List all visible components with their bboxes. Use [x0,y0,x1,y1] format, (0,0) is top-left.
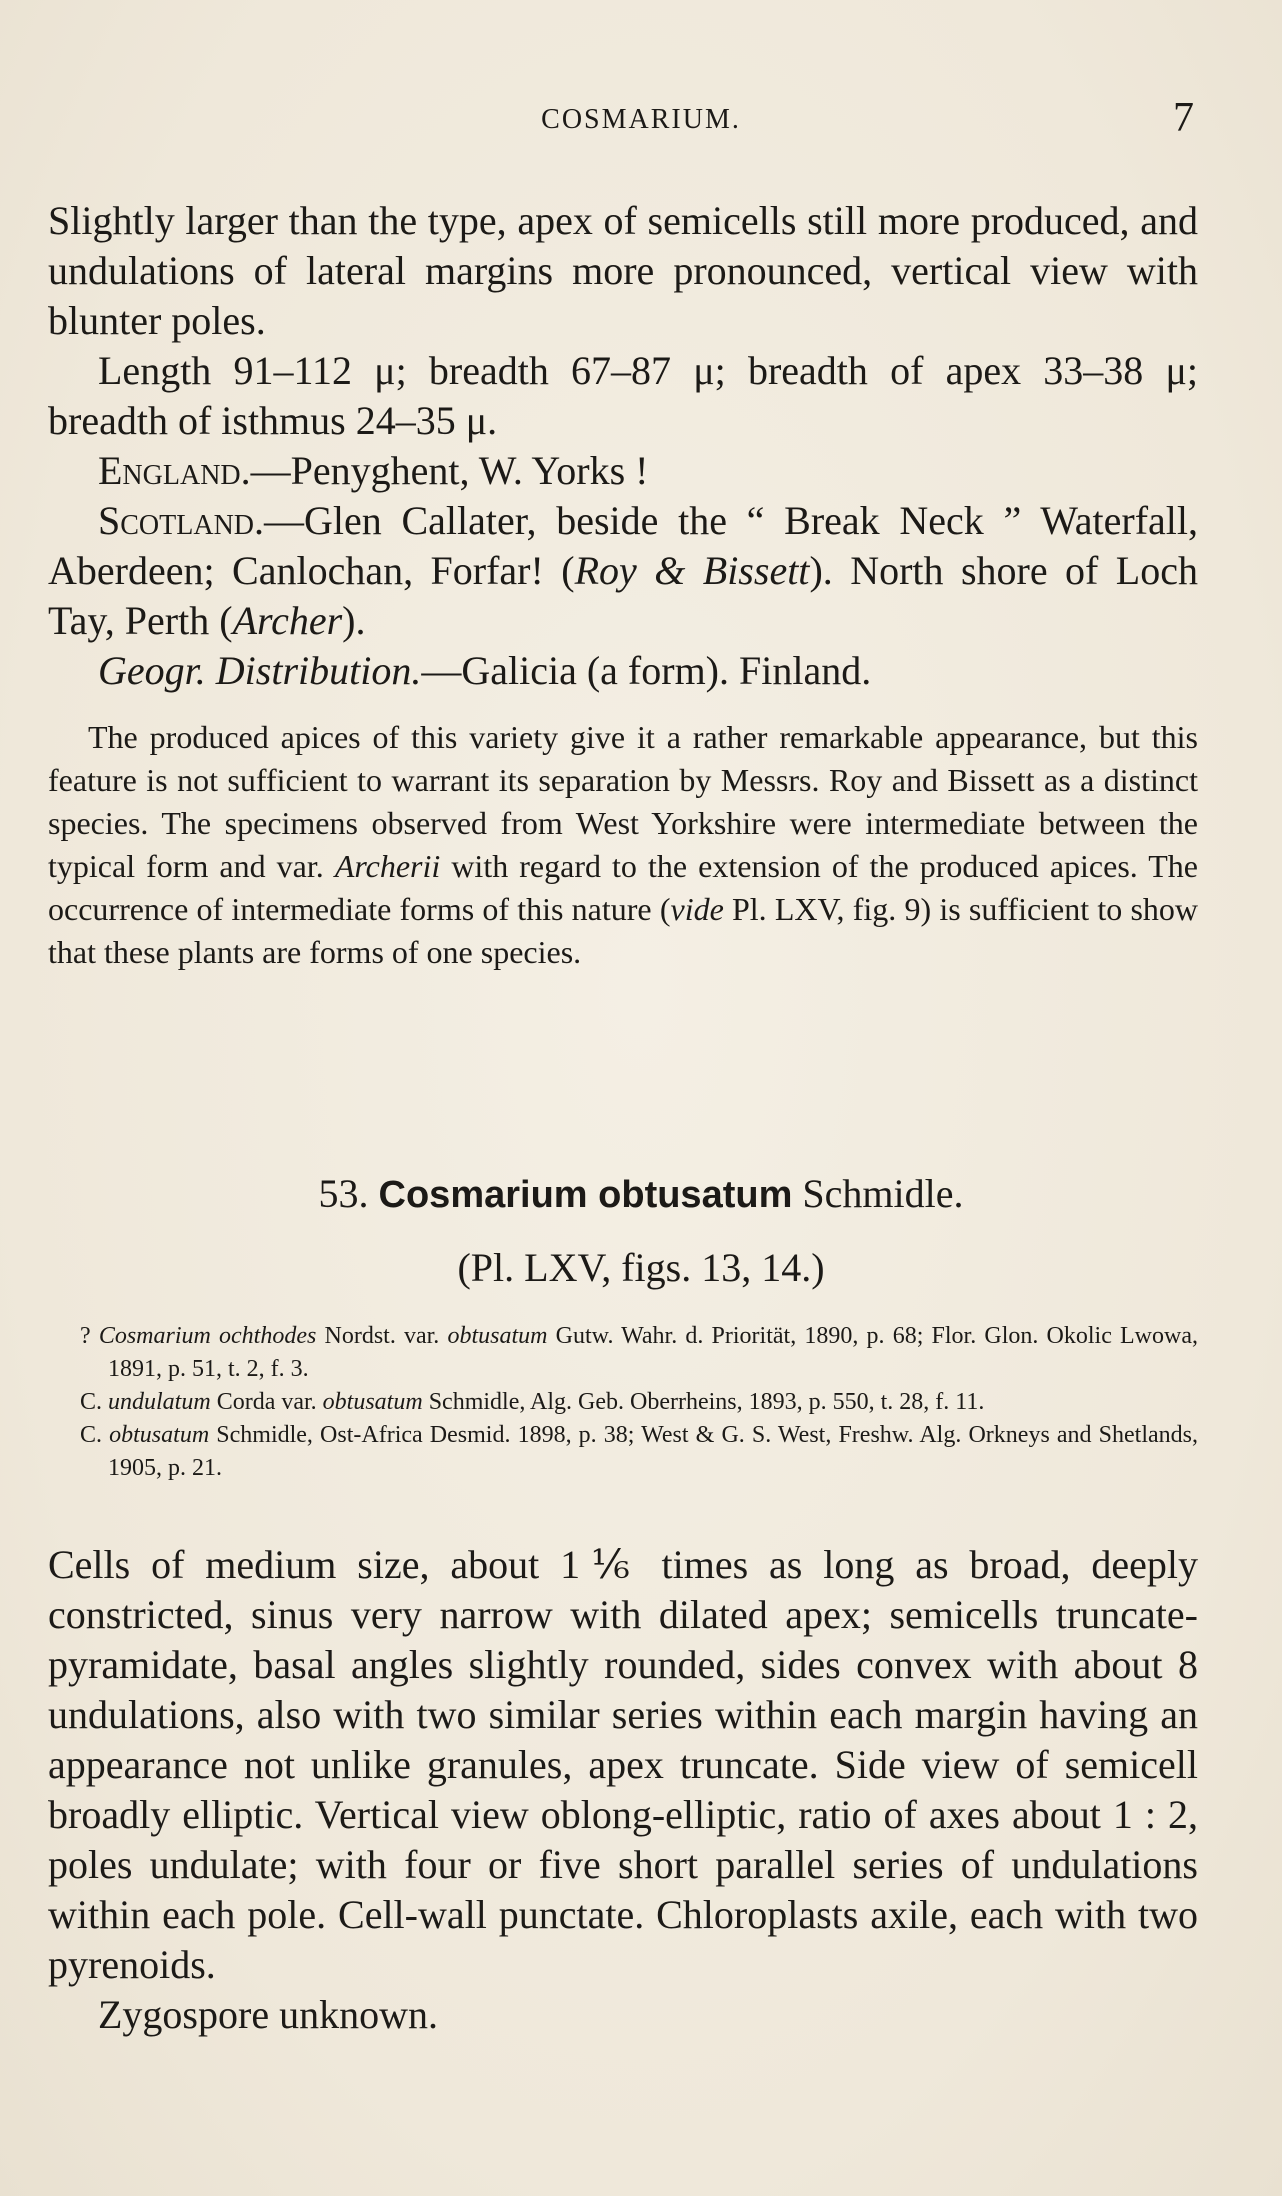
scotland-text-2: ). North shore of Loch Tay, Perth ( [48,548,1198,643]
scotland-locality [48,496,1198,646]
synonymy [48,1320,1198,1485]
note-part-1: The produced apices of this variety give it a rather remarkable appearance, but this feature is not sufficient to warrant its separation by Messrs. Roy and Bissett as a distinct species. The specimens observed from West Yorkshire were intermediate between the typical form and var. [48,719,1198,884]
synonym-reference: Schmidle, Ost-Africa Desmid. 1898, p. 38; West & G. S. West, Freshw. Alg. Orkneys and Shetlands, 1905, p. 21. [108,1422,1198,1481]
synonym-prefix: C. [80,1389,109,1415]
synonym-entry [80,1419,1198,1485]
running-head [0,95,1282,141]
species-author: Schmidle. [802,1171,964,1216]
species-heading [0,1170,1282,1217]
england-locality [48,446,1198,496]
synonym-entry [80,1386,1198,1419]
species-number: 53. [318,1171,369,1216]
plate-reference: (Pl. LXV, figs. 13, 14.) [457,1245,825,1290]
synonym-text: Corda var. [210,1389,323,1415]
geogr-label: Geogr. Distribution. [98,648,422,693]
scotland-citation-archer: Archer [232,598,343,643]
species-description [48,1540,1198,2040]
note-paragraph [48,716,1198,974]
page-number: 7 [1173,95,1194,141]
variety-text: Slightly larger than the type, apex of semicells still more produced, and undulations of lateral margins more pronounced, vertical view with blunter poles. [48,198,1198,343]
measurements: Length 91–112 μ; breadth 67–87 μ; breadth of apex 33–38 μ; breadth of isthmus 24–35 μ. [48,348,1198,443]
synonym-name: undulatum [108,1389,211,1415]
note-part-3: Pl. LXV, fig. 9) is sufficient to show that these plants are forms of one species. [48,891,1198,970]
synonym-entry [80,1320,1198,1386]
running-head-title: COSMARIUM. [541,104,741,135]
england-label: England. [98,448,251,493]
zygospore-note: Zygospore unknown. [98,1992,438,2037]
note-part-2: with regard to the extension of the produced apices. The occurrence of intermediate forms of this nature ( [48,848,1199,927]
scotland-label: Scotland. [98,498,265,543]
scotland-text-1: —Glen Callater, beside the “ Break Neck ” Waterfall, Aberdeen; Canlochan, Forfar! ( [48,498,1198,593]
note-italic-archerii: Archerii [334,848,441,884]
note-text [48,716,1198,974]
synonym-name: Cosmarium ochthodes [98,1323,317,1349]
england-text: —Penyghent, W. Yorks ! [250,448,649,493]
synonym-reference: Schmidle, Alg. Geb. Oberrheins, 1893, p. 550, t. 28, f. 11. [422,1389,985,1415]
geogr-text: —Galicia (a form). Finland. [421,648,872,693]
geographic-distribution [48,646,1198,696]
synonym-text: Nordst. var. [316,1323,448,1349]
note-italic-vide: vide [670,891,724,927]
synonym-prefix: ? [80,1323,99,1349]
synonym-prefix: C. [80,1422,110,1448]
synonym-variety: obtusatum [447,1323,548,1349]
synonym-reference: Gutw. Wahr. d. Priorität, 1890, p. 68; Flor. Glon. Okolic Lwowa, 1891, p. 51, t. 2, f. 3. [108,1323,1198,1382]
scotland-citation-roy-bissett: Roy & Bissett [574,548,810,593]
scotland-text-3: ). [342,598,366,643]
species-name: Cosmarium obtusatum [378,1174,793,1216]
variety-description [48,196,1198,696]
synonym-name: obtusatum [109,1422,210,1448]
description-text: Cells of medium size, about 1⅙ times as long as broad, deeply constricted, sinus very narrow with dilated apex; semicells truncate-pyramidate, basal angles slightly rounded, sides convex with about 8 undulations, also with two similar series within each margin having an appearance not unlike granules, apex truncate. Side view of semicell broadly elliptic. Vertical view oblong-elliptic, ratio of axes about 1 : 2, poles undulate; with four or five short parallel series of undulations within each pole. Cell-wall punctate. Chloroplasts axile, each with two pyrenoids. [48,1542,1198,1987]
synonym-variety: obtusatum [322,1389,423,1415]
